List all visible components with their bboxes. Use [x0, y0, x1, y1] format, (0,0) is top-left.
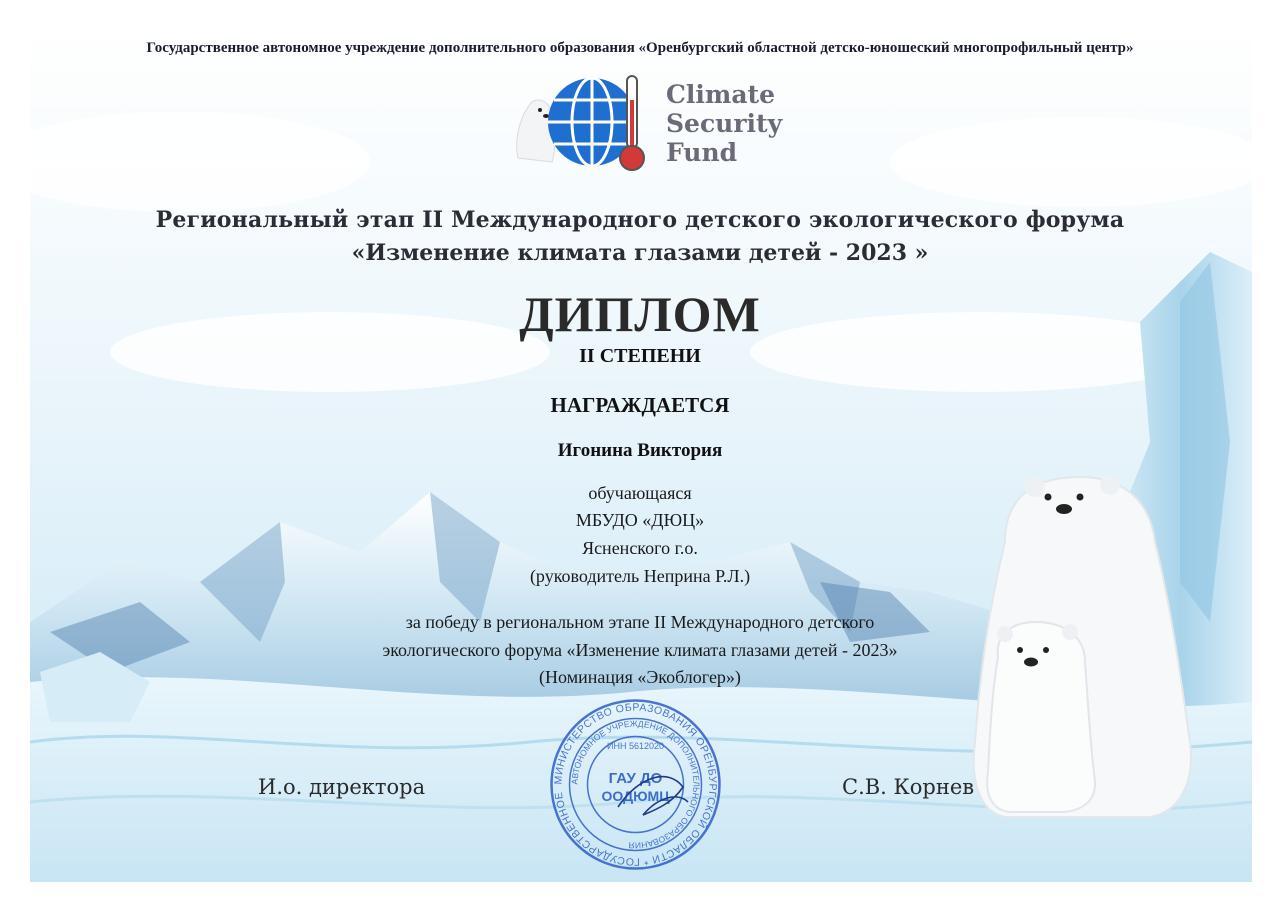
- diploma-degree: II СТЕПЕНИ: [579, 345, 701, 367]
- recipient-district: Ясненского г.о.: [582, 538, 698, 558]
- recipient-status: обучающаяся: [588, 483, 692, 503]
- event-title-line-2: «Изменение климата глазами детей - 2023 »: [351, 240, 929, 266]
- stamp-center-line-2: ООДЮМЦ: [601, 788, 670, 804]
- logo-line-2: Security: [666, 109, 783, 138]
- event-title-line-1: Региональный этап II Международного детского экологического форума: [155, 207, 1125, 233]
- official-stamp: [548, 697, 723, 872]
- logo-wordmark: [666, 80, 782, 167]
- awarded-heading: НАГРАЖДАЕТСЯ: [550, 393, 730, 417]
- recipient-name: Игонина Виктория: [557, 440, 723, 461]
- award-nomination: (Номинация «Экоблогер»): [539, 667, 741, 687]
- award-reason-line-1: за победу в региональном этапе II Международного детского: [405, 612, 875, 632]
- stamp-inner-ring-text: АВТОНОМНОЕ УЧРЕЖДЕНИЕ ДОПОЛНИТЕЛЬНОГО ОБРАЗОВАНИЯ: [569, 718, 702, 851]
- stamp-center-line-1: ГАУ ДО: [608, 770, 663, 787]
- stamp-inn: ИНН 5612020: [606, 741, 665, 751]
- recipient-supervisor: (руководитель Неприна Р.Л.): [529, 566, 751, 586]
- logo-line-1: Climate: [666, 80, 775, 109]
- diploma-title: ДИПЛОМ: [519, 286, 761, 342]
- signatory-position: И.о. директора: [258, 775, 426, 799]
- organization-header: Государственное автономное учреждение дополнительного образования «Оренбургский областной детско-юношеский многопрофильный центр»: [146, 40, 1134, 56]
- climate-security-fund-logo: [510, 70, 660, 180]
- recipient-school: МБУДО «ДЮЦ»: [575, 510, 705, 530]
- logo-line-3: Fund: [666, 138, 738, 167]
- stamp-outer-ring-text: МИНИСТЕРСТВО ОБРАЗОВАНИЯ ОРЕНБУРГСКОЙ ОБЛАСТИ * ГОСУДАРСТВЕННОЕ: [552, 701, 719, 868]
- signatory-name: С.В. Корнев: [842, 775, 975, 799]
- award-reason-line-2: экологического форума «Изменение климата глазами детей - 2023»: [382, 640, 898, 660]
